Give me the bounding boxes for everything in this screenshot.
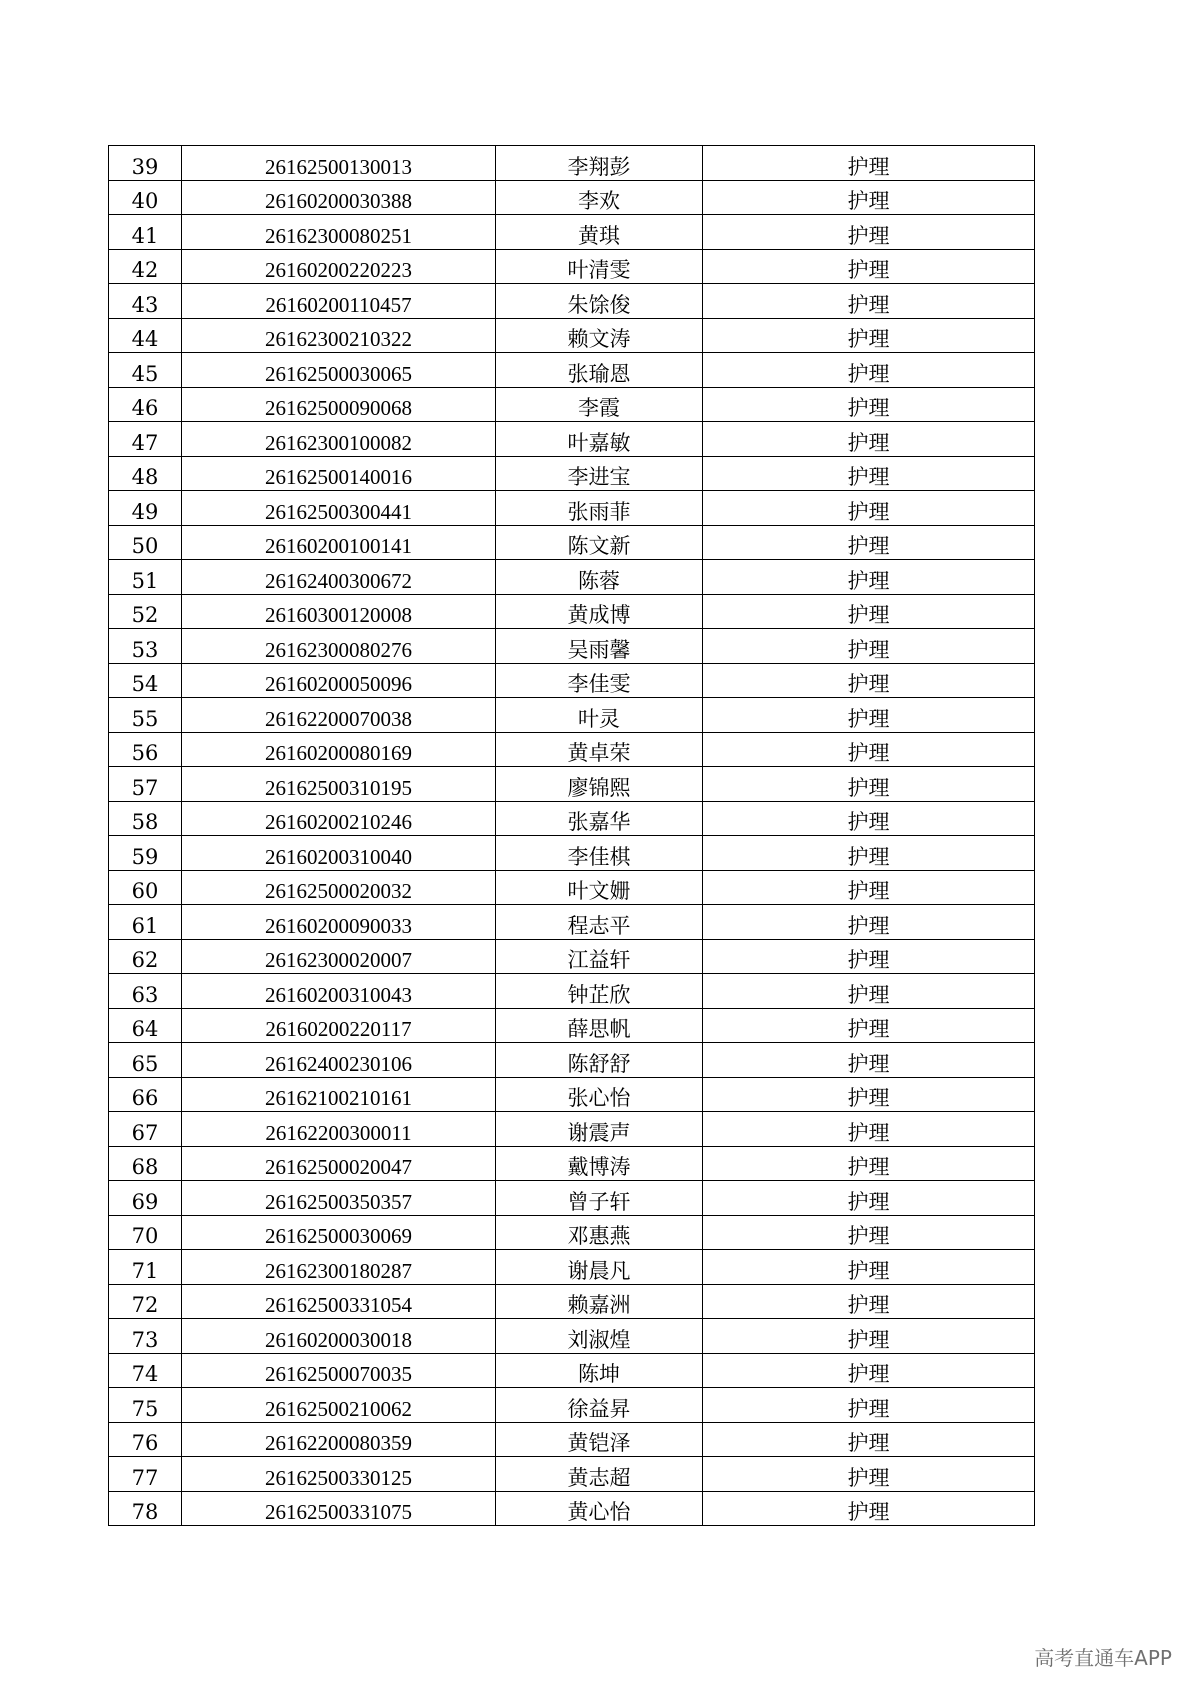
candidate-name-cell: 谢震声 [496, 1112, 703, 1147]
candidate-id-cell: 26162500310195 [182, 767, 496, 802]
major-cell: 护理 [703, 180, 1035, 215]
candidate-id-cell: 26160200110457 [182, 284, 496, 319]
table-row [109, 1146, 1035, 1181]
major-cell: 护理 [703, 146, 1035, 181]
candidate-name-cell: 江益轩 [496, 939, 703, 974]
major-cell: 护理 [703, 594, 1035, 629]
candidate-id-cell: 26162400230106 [182, 1043, 496, 1078]
candidate-name-cell: 朱馀俊 [496, 284, 703, 319]
row-number-cell: 59 [109, 836, 182, 871]
candidate-name-cell: 陈文新 [496, 525, 703, 560]
major-cell: 护理 [703, 1388, 1035, 1423]
candidate-id-cell: 26162500331054 [182, 1284, 496, 1319]
candidate-name-cell: 吴雨馨 [496, 629, 703, 664]
table-row [109, 594, 1035, 629]
candidate-name-cell: 赖文涛 [496, 318, 703, 353]
row-number-cell: 69 [109, 1181, 182, 1216]
candidate-name-cell: 叶清雯 [496, 249, 703, 284]
table-row [109, 146, 1035, 181]
candidate-name-cell: 张瑜恩 [496, 353, 703, 388]
candidate-id-cell: 26162300180287 [182, 1250, 496, 1285]
row-number-cell: 65 [109, 1043, 182, 1078]
candidate-id-cell: 26162500030069 [182, 1215, 496, 1250]
candidate-id-cell: 26162300100082 [182, 422, 496, 457]
row-number-cell: 60 [109, 870, 182, 905]
row-number-cell: 66 [109, 1077, 182, 1112]
candidate-name-cell: 徐益昇 [496, 1388, 703, 1423]
table-row [109, 1215, 1035, 1250]
table-row [109, 525, 1035, 560]
table-row [109, 456, 1035, 491]
candidate-name-cell: 叶嘉敏 [496, 422, 703, 457]
table-row [109, 767, 1035, 802]
table-row [109, 801, 1035, 836]
candidate-name-cell: 陈坤 [496, 1353, 703, 1388]
row-number-cell: 51 [109, 560, 182, 595]
candidate-id-cell: 26162500140016 [182, 456, 496, 491]
major-cell: 护理 [703, 663, 1035, 698]
candidate-id-cell: 26162400300672 [182, 560, 496, 595]
candidate-id-cell: 26162500090068 [182, 387, 496, 422]
major-cell: 护理 [703, 215, 1035, 250]
candidate-name-cell: 李佳雯 [496, 663, 703, 698]
candidate-id-cell: 26162500020047 [182, 1146, 496, 1181]
candidate-name-cell: 邓惠燕 [496, 1215, 703, 1250]
row-number-cell: 55 [109, 698, 182, 733]
major-cell: 护理 [703, 1491, 1035, 1526]
candidate-id-cell: 26160200080169 [182, 732, 496, 767]
major-cell: 护理 [703, 1112, 1035, 1147]
candidate-name-cell: 黄卓荣 [496, 732, 703, 767]
table-row [109, 698, 1035, 733]
table-row [109, 215, 1035, 250]
major-cell: 护理 [703, 1353, 1035, 1388]
candidate-id-cell: 26160200030018 [182, 1319, 496, 1354]
candidate-id-cell: 26160200100141 [182, 525, 496, 560]
candidate-name-cell: 张嘉华 [496, 801, 703, 836]
major-cell: 护理 [703, 1181, 1035, 1216]
roster-table [108, 145, 1035, 1526]
row-number-cell: 75 [109, 1388, 182, 1423]
candidate-name-cell: 李佳棋 [496, 836, 703, 871]
candidate-id-cell: 26162500130013 [182, 146, 496, 181]
candidate-id-cell: 26162300080251 [182, 215, 496, 250]
row-number-cell: 67 [109, 1112, 182, 1147]
candidate-id-cell: 26160200310043 [182, 974, 496, 1009]
candidate-id-cell: 26162100210161 [182, 1077, 496, 1112]
major-cell: 护理 [703, 870, 1035, 905]
table-row [109, 1457, 1035, 1492]
candidate-name-cell: 黄心怡 [496, 1491, 703, 1526]
candidate-id-cell: 26160200210246 [182, 801, 496, 836]
candidate-name-cell: 薛思帆 [496, 1008, 703, 1043]
table-row [109, 939, 1035, 974]
major-cell: 护理 [703, 1215, 1035, 1250]
row-number-cell: 54 [109, 663, 182, 698]
watermark-text: 高考直通车APP [1034, 1646, 1172, 1670]
candidate-id-cell: 26162200080359 [182, 1422, 496, 1457]
row-number-cell: 68 [109, 1146, 182, 1181]
table-row [109, 629, 1035, 664]
major-cell: 护理 [703, 422, 1035, 457]
major-cell: 护理 [703, 1146, 1035, 1181]
major-cell: 护理 [703, 1250, 1035, 1285]
table-row [109, 491, 1035, 526]
candidate-name-cell: 叶文姗 [496, 870, 703, 905]
row-number-cell: 39 [109, 146, 182, 181]
table-row [109, 1284, 1035, 1319]
row-number-cell: 73 [109, 1319, 182, 1354]
row-number-cell: 45 [109, 353, 182, 388]
row-number-cell: 47 [109, 422, 182, 457]
row-number-cell: 41 [109, 215, 182, 250]
candidate-name-cell: 李欢 [496, 180, 703, 215]
candidate-name-cell: 黄铠泽 [496, 1422, 703, 1457]
table-row [109, 1112, 1035, 1147]
major-cell: 护理 [703, 560, 1035, 595]
major-cell: 护理 [703, 249, 1035, 284]
candidate-id-cell: 26162200070038 [182, 698, 496, 733]
table-row [109, 836, 1035, 871]
table-row [109, 1181, 1035, 1216]
row-number-cell: 63 [109, 974, 182, 1009]
row-number-cell: 48 [109, 456, 182, 491]
row-number-cell: 70 [109, 1215, 182, 1250]
major-cell: 护理 [703, 629, 1035, 664]
candidate-name-cell: 程志平 [496, 905, 703, 940]
candidate-id-cell: 26162300210322 [182, 318, 496, 353]
major-cell: 护理 [703, 1008, 1035, 1043]
table-row [109, 1353, 1035, 1388]
candidate-id-cell: 26162300020007 [182, 939, 496, 974]
candidate-name-cell: 李进宝 [496, 456, 703, 491]
table-row [109, 663, 1035, 698]
row-number-cell: 76 [109, 1422, 182, 1457]
major-cell: 护理 [703, 1043, 1035, 1078]
table-row [109, 1077, 1035, 1112]
table-row [109, 870, 1035, 905]
major-cell: 护理 [703, 974, 1035, 1009]
table-row [109, 353, 1035, 388]
candidate-name-cell: 叶灵 [496, 698, 703, 733]
table-row [109, 1008, 1035, 1043]
table-row [109, 1491, 1035, 1526]
row-number-cell: 78 [109, 1491, 182, 1526]
candidate-id-cell: 26160200050096 [182, 663, 496, 698]
candidate-id-cell: 26160300120008 [182, 594, 496, 629]
candidate-id-cell: 26162500331075 [182, 1491, 496, 1526]
table-row [109, 1043, 1035, 1078]
row-number-cell: 43 [109, 284, 182, 319]
candidate-name-cell: 谢晨凡 [496, 1250, 703, 1285]
candidate-name-cell: 李霞 [496, 387, 703, 422]
row-number-cell: 50 [109, 525, 182, 560]
row-number-cell: 64 [109, 1008, 182, 1043]
major-cell: 护理 [703, 284, 1035, 319]
candidate-name-cell: 廖锦熙 [496, 767, 703, 802]
row-number-cell: 74 [109, 1353, 182, 1388]
row-number-cell: 53 [109, 629, 182, 664]
major-cell: 护理 [703, 1077, 1035, 1112]
candidate-id-cell: 26162300080276 [182, 629, 496, 664]
table-row [109, 284, 1035, 319]
candidate-name-cell: 刘淑煌 [496, 1319, 703, 1354]
row-number-cell: 57 [109, 767, 182, 802]
candidate-id-cell: 26162500330125 [182, 1457, 496, 1492]
candidate-name-cell: 李翔彭 [496, 146, 703, 181]
candidate-id-cell: 26160200090033 [182, 905, 496, 940]
row-number-cell: 62 [109, 939, 182, 974]
major-cell: 护理 [703, 801, 1035, 836]
candidate-name-cell: 黄志超 [496, 1457, 703, 1492]
candidate-id-cell: 26162500030065 [182, 353, 496, 388]
table-row [109, 180, 1035, 215]
table-row [109, 1319, 1035, 1354]
major-cell: 护理 [703, 1319, 1035, 1354]
table-row [109, 1250, 1035, 1285]
table-row [109, 318, 1035, 353]
row-number-cell: 49 [109, 491, 182, 526]
row-number-cell: 44 [109, 318, 182, 353]
major-cell: 护理 [703, 318, 1035, 353]
row-number-cell: 77 [109, 1457, 182, 1492]
major-cell: 护理 [703, 836, 1035, 871]
major-cell: 护理 [703, 491, 1035, 526]
candidate-name-cell: 陈蓉 [496, 560, 703, 595]
roster-table-body [109, 146, 1035, 1526]
row-number-cell: 40 [109, 180, 182, 215]
roster-table-container [108, 145, 1035, 1526]
candidate-id-cell: 26160200310040 [182, 836, 496, 871]
table-row [109, 1422, 1035, 1457]
major-cell: 护理 [703, 353, 1035, 388]
table-row [109, 974, 1035, 1009]
candidate-name-cell: 赖嘉洲 [496, 1284, 703, 1319]
major-cell: 护理 [703, 456, 1035, 491]
table-row [109, 387, 1035, 422]
candidate-name-cell: 黄琪 [496, 215, 703, 250]
major-cell: 护理 [703, 1284, 1035, 1319]
row-number-cell: 52 [109, 594, 182, 629]
row-number-cell: 71 [109, 1250, 182, 1285]
candidate-name-cell: 张心怡 [496, 1077, 703, 1112]
table-row [109, 905, 1035, 940]
table-row [109, 249, 1035, 284]
candidate-name-cell: 张雨菲 [496, 491, 703, 526]
candidate-name-cell: 黄成博 [496, 594, 703, 629]
major-cell: 护理 [703, 1457, 1035, 1492]
major-cell: 护理 [703, 525, 1035, 560]
table-row [109, 422, 1035, 457]
table-row [109, 732, 1035, 767]
major-cell: 护理 [703, 387, 1035, 422]
candidate-id-cell: 26160200220223 [182, 249, 496, 284]
candidate-id-cell: 26160200030388 [182, 180, 496, 215]
candidate-id-cell: 26160200220117 [182, 1008, 496, 1043]
row-number-cell: 58 [109, 801, 182, 836]
table-row [109, 560, 1035, 595]
row-number-cell: 46 [109, 387, 182, 422]
major-cell: 护理 [703, 732, 1035, 767]
candidate-id-cell: 26162200300011 [182, 1112, 496, 1147]
candidate-id-cell: 26162500020032 [182, 870, 496, 905]
row-number-cell: 42 [109, 249, 182, 284]
major-cell: 护理 [703, 767, 1035, 802]
candidate-name-cell: 钟芷欣 [496, 974, 703, 1009]
major-cell: 护理 [703, 698, 1035, 733]
major-cell: 护理 [703, 939, 1035, 974]
candidate-id-cell: 26162500300441 [182, 491, 496, 526]
table-row [109, 1388, 1035, 1423]
major-cell: 护理 [703, 905, 1035, 940]
candidate-id-cell: 26162500350357 [182, 1181, 496, 1216]
candidate-name-cell: 戴博涛 [496, 1146, 703, 1181]
row-number-cell: 61 [109, 905, 182, 940]
row-number-cell: 72 [109, 1284, 182, 1319]
candidate-name-cell: 曾子轩 [496, 1181, 703, 1216]
major-cell: 护理 [703, 1422, 1035, 1457]
candidate-name-cell: 陈舒舒 [496, 1043, 703, 1078]
row-number-cell: 56 [109, 732, 182, 767]
candidate-id-cell: 26162500210062 [182, 1388, 496, 1423]
candidate-id-cell: 26162500070035 [182, 1353, 496, 1388]
